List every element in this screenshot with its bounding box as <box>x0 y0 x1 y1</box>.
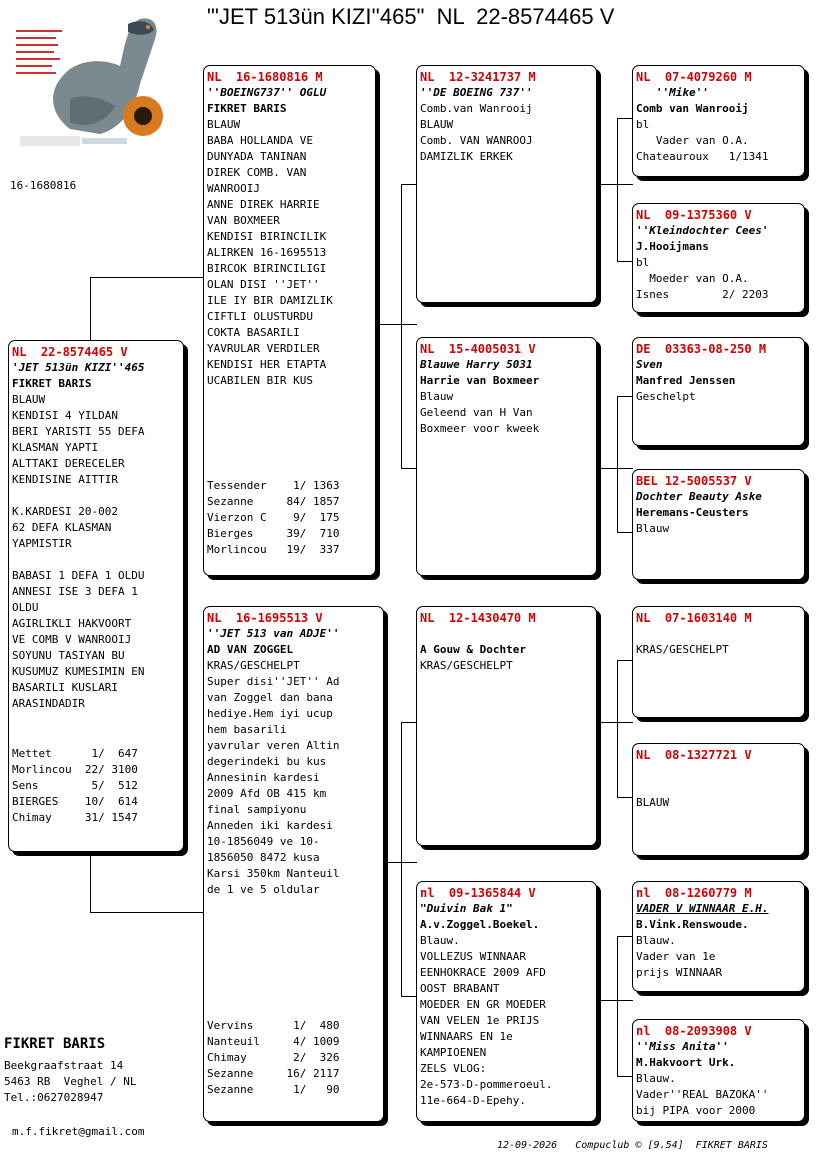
ring-number: nl 08-1260779 M <box>636 886 752 900</box>
connector <box>90 277 91 340</box>
pigeon-name: ''Mike'' <box>636 86 709 99</box>
father-card <box>203 65 376 576</box>
owner-block <box>4 1036 136 1106</box>
connector <box>617 797 633 798</box>
breeder: Heremans-Ceusters <box>636 506 749 519</box>
logo-text-block <box>16 30 62 74</box>
fm-card: NL 15-4005031 V Blauwe Harry 5031 Harrie van Boxmeer Blauw Geleend van H Van Boxmeer voor kweek <box>416 337 597 576</box>
fmf-card: DE 03363-08-250 M Sven Manfred Jenssen Geschelpt <box>632 337 805 446</box>
pigeon-name: Dochter Beauty Aske <box>636 490 762 503</box>
race-results: Tessender 1/ 1363 Sezanne 84/ 1857 Vierzon C 9/ 175 Bierges 39/ 710 Morlincou 19/ 337 <box>207 479 340 556</box>
ring-number: NL 16-1680816 M <box>207 70 323 84</box>
connector <box>401 468 417 469</box>
connector <box>617 396 618 532</box>
ring-number: NL 12-1430470 M <box>420 611 536 625</box>
connector <box>617 660 633 661</box>
owner-email: m.f.fikret@gmail.com <box>12 1125 145 1138</box>
logo-ring: 16-1680816 <box>10 179 77 192</box>
ring-number: NL 22-8574465 V <box>12 345 128 359</box>
ring-number: NL 12-3241737 M <box>420 70 536 84</box>
connector <box>617 1076 633 1077</box>
description: BLAUW BABA HOLLANDA VE DUNYADA TANINAN DIREK COMB. VAN WANROOIJ ANNE DIREK HARRIE VAN BOXMEER KENDISI BIRINCILIK ALIRKEN 16-1695513 BIRCOK BIRINCILIGI OLAN DISI ''JET'' ILE IY BIR DAMIZLIK CIFTLI OLUSTURDU COKTA BASARILI YAVRULAR VERDILER KENDISI HER ETAPTA UCABILEN BIR KUS <box>207 118 333 387</box>
ring-number: NL 16-1695513 V <box>207 611 323 625</box>
breeder: AD VAN ZOGGEL <box>207 643 294 656</box>
breeder: A Gouw & Dochter <box>420 643 526 656</box>
ring-number: DE 03363-08-250 M <box>636 342 767 356</box>
connector <box>617 532 633 533</box>
breeder: A.v.Zoggel.Boekel. <box>420 918 540 931</box>
connector <box>597 468 633 469</box>
connector <box>617 118 633 119</box>
page-title: "'JET 513ün KIZI''465" NL 22-8574465 V <box>207 4 615 29</box>
ffm-card: NL 09-1375360 V ''Kleindochter Cees' J.Hooijmans bl Moeder van O.A. Isnes 2/ 2203 <box>632 203 805 313</box>
connector <box>597 184 633 185</box>
mfm-card: NL 08-1327721 V BLAUW <box>632 743 805 856</box>
connector <box>617 936 633 937</box>
pigeon-name: "Duivin Bak 1" <box>420 902 513 915</box>
breeder: B.Vink.Renswoude. <box>636 918 749 931</box>
breeder: Harrie van Boxmeer <box>420 374 540 387</box>
mm-card: nl 09-1365844 V "Duivin Bak 1" A.v.Zoggel.Boekel. Blauw. VOLLEZUS WINNAAR EENHOKRACE 2009 AFD OOST BRABANT MOEDER EN GR MOEDER VAN VELEN 1e PRIJS WINNAARS EN 1e KAMPIOENEN ZELS VLOG: 2e-573-D-pommeroeul. 11e-664-D-Epehy. <box>416 881 597 1122</box>
pigeon-name: ''Miss Anita'' <box>636 1040 729 1053</box>
connector <box>90 277 204 278</box>
pigeon-name: ''JET 513 van ADJE'' <box>207 627 340 640</box>
connector <box>617 396 633 397</box>
pigeon-name: 'JET 513ün KIZI''465 <box>12 361 145 374</box>
owner-name: FIKRET BARIS <box>4 1036 106 1052</box>
mmm-card: nl 08-2093908 V ''Miss Anita'' M.Hakvoort Urk. Blauw. Vader''REAL BAZOKA'' bij PIPA voor 2000 <box>632 1019 805 1122</box>
breeder: J.Hooijmans <box>636 240 709 253</box>
ring-number: nl 08-2093908 V <box>636 1024 752 1038</box>
connector <box>617 660 618 797</box>
pigeon-name: ''BOEING737'' OGLU <box>207 86 327 99</box>
connector <box>617 261 633 262</box>
breeder: M.Hakvoort Urk. <box>636 1056 736 1069</box>
connector <box>90 912 204 913</box>
pigeon-name: Blauwe Harry 5031 <box>420 358 533 371</box>
ring-number: NL 09-1375360 V <box>636 208 752 222</box>
connector <box>376 324 417 325</box>
breeder: FIKRET BARIS <box>12 377 92 390</box>
mf-card: NL 12-1430470 M A Gouw & Dochter KRAS/GESCHELPT <box>416 606 597 846</box>
pigeon-name: ''Kleindochter Cees' <box>636 224 769 237</box>
owner-address: Beekgraafstraat 14 <box>4 1059 124 1072</box>
pigeon-name: ''DE BOEING 737'' <box>420 86 533 99</box>
ring-number: NL 15-4005031 V <box>420 342 536 356</box>
ring-number: nl 09-1365844 V <box>420 886 536 900</box>
connector <box>597 722 633 723</box>
ring-number: BEL 12-5005537 V <box>636 474 752 488</box>
ff-card: NL 12-3241737 M ''DE BOEING 737'' Comb.van Wanrooij BLAUW Comb. VAN WANROOJ DAMIZLIK ERKEK <box>416 65 597 303</box>
connector <box>384 862 417 863</box>
description: BLAUW KENDISI 4 YILDAN BERI YARISTI 55 DEFA KLASMAN YAPTI ALTTAKI DERECELER KENDISINE AITTIR K.KARDESI 20-002 62 DEFA KLASMAN YAPMISTIR BABASI 1 DEFA 1 OLDU ANNESI ISE 3 DEFA 1 OLDU AGIRLIKLI HAKVOORT VE COMB V WANROOIJ SOYUNU TASIYAN BU KUSUMUZ KUMESIMIN EN BASARILI KUSLARI ARASINDADIR <box>12 393 145 710</box>
connector <box>617 936 618 1076</box>
pigeon-name <box>420 626 593 642</box>
ring-number: NL 08-1327721 V <box>636 748 752 762</box>
connector <box>401 184 417 185</box>
connector <box>401 722 402 996</box>
pigeon-logo <box>10 14 175 154</box>
pigeon-name: Sven <box>636 358 663 371</box>
ring-number: NL 07-4079260 M <box>636 70 752 84</box>
connector <box>401 722 417 723</box>
footer: 12-09-2026 Compuclub © [9.54] FIKRET BARIS <box>497 1140 768 1151</box>
breeder: Manfred Jenssen <box>636 374 736 387</box>
breeder: FIKRET BARIS <box>207 102 287 115</box>
owner-city: 5463 RB Veghel / NL <box>4 1075 137 1088</box>
owner-phone: Tel.:0627028947 <box>4 1091 104 1104</box>
pigeon-name: VADER V WINNAAR E.H. <box>636 902 769 915</box>
breeder: Comb van Wanrooij <box>636 102 749 115</box>
description: KRAS/GESCHELPT Super disi''JET'' Ad van Zoggel dan bana hediye.Hem iyi ucup hem basarili yavrular veren Altin degerindeki bu kus Annesinin kardesi 2009 Afd OB 415 km final sampiyonu Anneden iki kardesi 10-1856049 ve 10- 1856050 8472 kusa Karsi 350km Nanteuil de 1 ve 5 oldular <box>207 659 340 896</box>
mother-card <box>203 606 384 1122</box>
connector <box>401 996 417 997</box>
subject-card <box>8 340 184 852</box>
race-results: Vervins 1/ 480 Nanteuil 4/ 1009 Chimay 2/ 326 Sezanne 16/ 2117 Sezanne 1/ 90 <box>207 1019 340 1096</box>
connector <box>617 118 618 261</box>
breeder: Comb.van Wanrooij <box>420 102 533 115</box>
mff-card: NL 07-1603140 M KRAS/GESCHELPT <box>632 606 805 718</box>
connector <box>401 184 402 468</box>
mmf-card: nl 08-1260779 M VADER V WINNAAR E.H. B.Vink.Renswoude. Blauw. Vader van 1e prijs WINNAAR <box>632 881 805 992</box>
connector <box>90 856 91 913</box>
race-results: Mettet 1/ 647 Morlincou 22/ 3100 Sens 5/ 512 BIERGES 10/ 614 Chimay 31/ 1547 <box>12 747 138 824</box>
fff-card: NL 07-4079260 M ''Mike'' Comb van Wanrooij bl Vader van O.A. Chateauroux 1/1341 <box>632 65 805 177</box>
fmm-card: BEL 12-5005537 V Dochter Beauty Aske Heremans-Ceusters Blauw <box>632 469 805 580</box>
ring-number: NL 07-1603140 M <box>636 611 752 625</box>
connector <box>597 1000 633 1001</box>
